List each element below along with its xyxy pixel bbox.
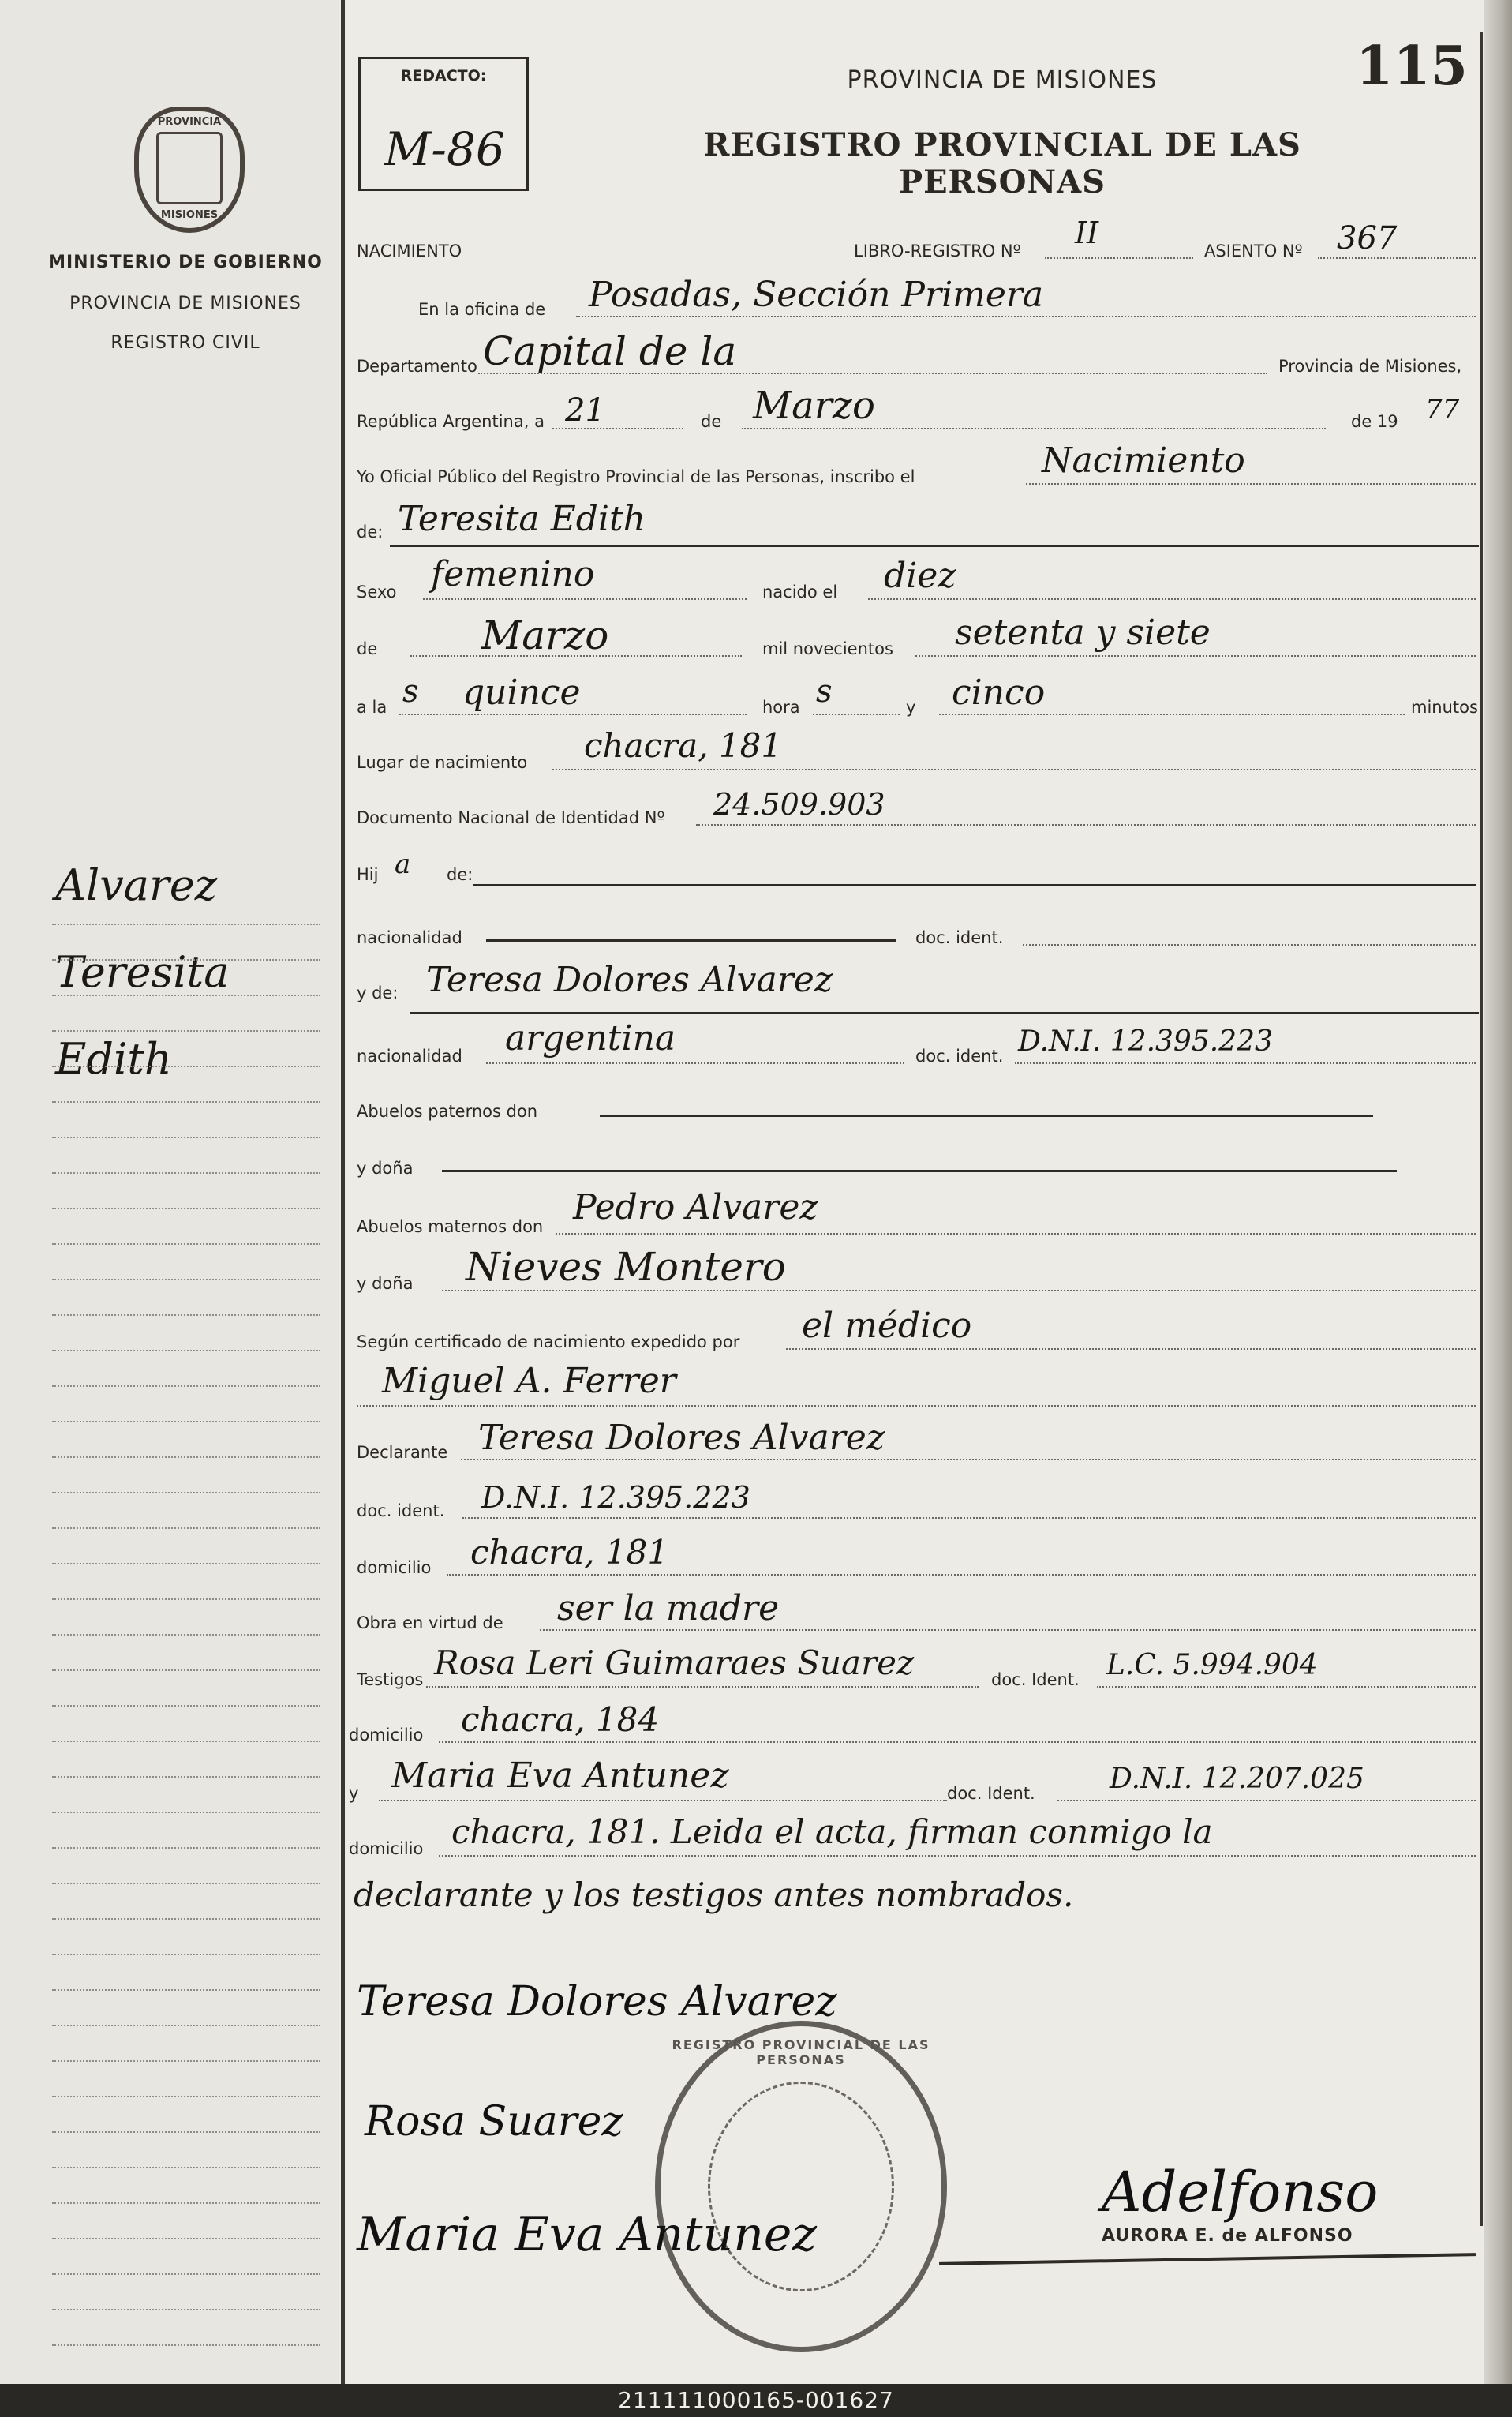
docident4-label: doc. Ident.: [991, 1670, 1080, 1689]
image-code-footer: 211111000165-001627: [0, 2384, 1512, 2417]
de-persona-label: de:: [357, 523, 384, 541]
signature-stroke: [939, 2253, 1476, 2265]
republica-label: República Argentina, a: [357, 412, 545, 431]
alas-suffix: s: [402, 673, 419, 710]
ydona2-label: y doña: [357, 1274, 414, 1293]
left-margin-column: [0, 0, 339, 2384]
abuelo-mat-value: Pedro Alvarez: [573, 1187, 818, 1227]
mil-label: mil novecientos: [762, 639, 893, 658]
hijo-label: Hij: [357, 865, 379, 884]
nacido-label: nacido el: [762, 583, 838, 601]
margin-divider: [341, 0, 345, 2384]
dni-label: Documento Nacional de Identidad Nº: [357, 808, 665, 827]
certificado-label: Según certificado de nacimiento expedido por: [357, 1332, 740, 1351]
seal-shield: [156, 132, 223, 204]
de2-label: de: [357, 639, 378, 658]
signature-official: Adelfonso: [1102, 2160, 1379, 2224]
docident4-value: L.C. 5.994.904: [1106, 1649, 1318, 1681]
redacto-box: [358, 57, 529, 191]
hijo-suffix: a: [395, 849, 411, 880]
y-label: y: [906, 698, 916, 717]
alas-label: a la: [357, 698, 387, 717]
cierre-value: declarante y los testigos antes nombrados.: [354, 1876, 1074, 1914]
signature-declarante: Teresa Dolores Alvarez: [357, 1978, 837, 2025]
provincia-suffix: Provincia de Misiones,: [1278, 357, 1462, 376]
madre-value: Teresa Dolores Alvarez: [426, 960, 833, 1000]
y2-label: y: [349, 1784, 359, 1803]
ministry-registry: REGISTRO CIVIL: [110, 333, 260, 353]
nacimiento-label: NACIMIENTO: [357, 242, 462, 260]
domicilio1-label: domicilio: [357, 1558, 432, 1577]
margin-surname: Alvarez: [55, 860, 218, 910]
seal-bottom-text: MISIONES: [160, 209, 219, 221]
horas-suffix: s: [816, 673, 833, 710]
domicilio1-value: chacra, 181: [470, 1533, 669, 1572]
docident5-label: doc. Ident.: [947, 1784, 1035, 1803]
coat-of-arms-icon: [134, 107, 245, 233]
oficina-label: En la oficina de: [418, 300, 546, 319]
nacido-value: diez: [884, 556, 956, 596]
testigos-label: Testigos: [357, 1670, 424, 1689]
de-label: de: [701, 412, 722, 431]
de-anio-label: de 19: [1351, 412, 1398, 431]
stamp-text: REGISTRO PROVINCIAL DE LAS PERSONAS: [672, 2037, 930, 2067]
right-border: [1480, 32, 1483, 2226]
lugar-label: Lugar de nacimiento: [357, 753, 528, 772]
sexo-value: femenino: [431, 554, 595, 594]
horas-label: hora: [762, 698, 800, 717]
abuela-mat-value: Nieves Montero: [466, 1244, 786, 1290]
redacto-value: M-86: [384, 122, 505, 176]
docident3-value: D.N.I. 12.395.223: [481, 1480, 750, 1515]
yde-label: y de:: [357, 984, 399, 1002]
oficina-value: Posadas, Sección Primera: [589, 275, 1044, 315]
docident5-value: D.N.I. 12.207.025: [1110, 1763, 1364, 1795]
margin-first-name: Teresita: [55, 947, 230, 997]
domicilio2-label: domicilio: [349, 1726, 424, 1744]
mes-value: Marzo: [753, 384, 875, 428]
ministry-province: PROVINCIA DE MISIONES: [69, 294, 301, 313]
page-number: 115: [1356, 35, 1468, 98]
redacto-label: REDACTO:: [400, 67, 487, 84]
libro-value: II: [1075, 215, 1099, 250]
testigo1-value: Rosa Leri Guimaraes Suarez: [434, 1643, 915, 1682]
seal-top-text: PROVINCIA: [157, 116, 222, 128]
testigo2-value: Maria Eva Antunez: [391, 1756, 729, 1796]
header-province: PROVINCIA DE MISIONES: [847, 66, 1158, 94]
header-title: REGISTRO PROVINCIAL DE LAS PERSONAS: [703, 126, 1301, 200]
inscribo-value: Nacimiento: [1042, 440, 1245, 481]
margin-middle-name: Edith: [55, 1034, 172, 1084]
asiento-label: ASIENTO Nº: [1204, 242, 1303, 260]
docident3-label: doc. ident.: [357, 1501, 445, 1520]
declarante-value: Teresa Dolores Alvarez: [478, 1418, 885, 1458]
medico-value: Miguel A. Ferrer: [382, 1361, 676, 1401]
domicilio3-value: chacra, 181. Leida el acta, firman conmigo la: [451, 1812, 1213, 1851]
signature-testigo2: Maria Eva Antunez: [357, 2207, 817, 2262]
minutos-label: minutos: [1411, 698, 1478, 717]
domicilio2-value: chacra, 184: [461, 1700, 660, 1739]
docident2-value: D.N.I. 12.395.223: [1018, 1025, 1273, 1058]
minutos-value: cinco: [952, 673, 1046, 713]
abuelos-mat-label: Abuelos maternos don: [357, 1217, 544, 1236]
paper-edge: [1484, 0, 1512, 2384]
official-name: AURORA E. de ALFONSO: [1102, 2226, 1353, 2246]
dia-value: 21: [565, 392, 605, 429]
sexo-label: Sexo: [357, 583, 397, 601]
departamento-label: Departamento: [357, 357, 477, 376]
hijo-de-label: de:: [447, 865, 473, 884]
anio-value: 77: [1425, 394, 1460, 425]
persona-value: Teresita Edith: [398, 499, 646, 539]
abuelos-pat-label: Abuelos paternos don: [357, 1102, 538, 1121]
domicilio3-label: domicilio: [349, 1839, 424, 1858]
inscribo-label: Yo Oficial Público del Registro Provincial de las Personas, inscribo el: [357, 467, 915, 486]
docident1-label: doc. ident.: [915, 928, 1004, 947]
ministry-title: MINISTERIO DE GOBIERNO: [48, 253, 323, 272]
asiento-value: 367: [1337, 220, 1398, 257]
hora-value: quince: [462, 673, 581, 713]
obra-label: Obra en virtud de: [357, 1613, 503, 1632]
dni-value: 24.509.903: [713, 787, 885, 822]
nacionalidad1-label: nacionalidad: [357, 928, 462, 947]
signature-testigo1: Rosa Suarez: [365, 2098, 623, 2145]
nacionalidad2-label: nacionalidad: [357, 1047, 462, 1066]
obra-value: ser la madre: [557, 1588, 780, 1628]
anio-nac-value: setenta y siete: [955, 613, 1211, 653]
certificado-value: el médico: [802, 1306, 972, 1346]
declarante-label: Declarante: [357, 1443, 448, 1462]
departamento-value: Capital de la: [483, 328, 737, 374]
mes-nac-value: Marzo: [481, 613, 609, 658]
lugar-value: chacra, 181: [584, 726, 783, 765]
libro-label: LIBRO-REGISTRO Nº: [854, 242, 1021, 260]
official-stamp: [655, 2021, 947, 2352]
docident2-label: doc. ident.: [915, 1047, 1004, 1066]
nacionalidad2-value: argentina: [505, 1018, 676, 1059]
ydona1-label: y doña: [357, 1159, 414, 1178]
